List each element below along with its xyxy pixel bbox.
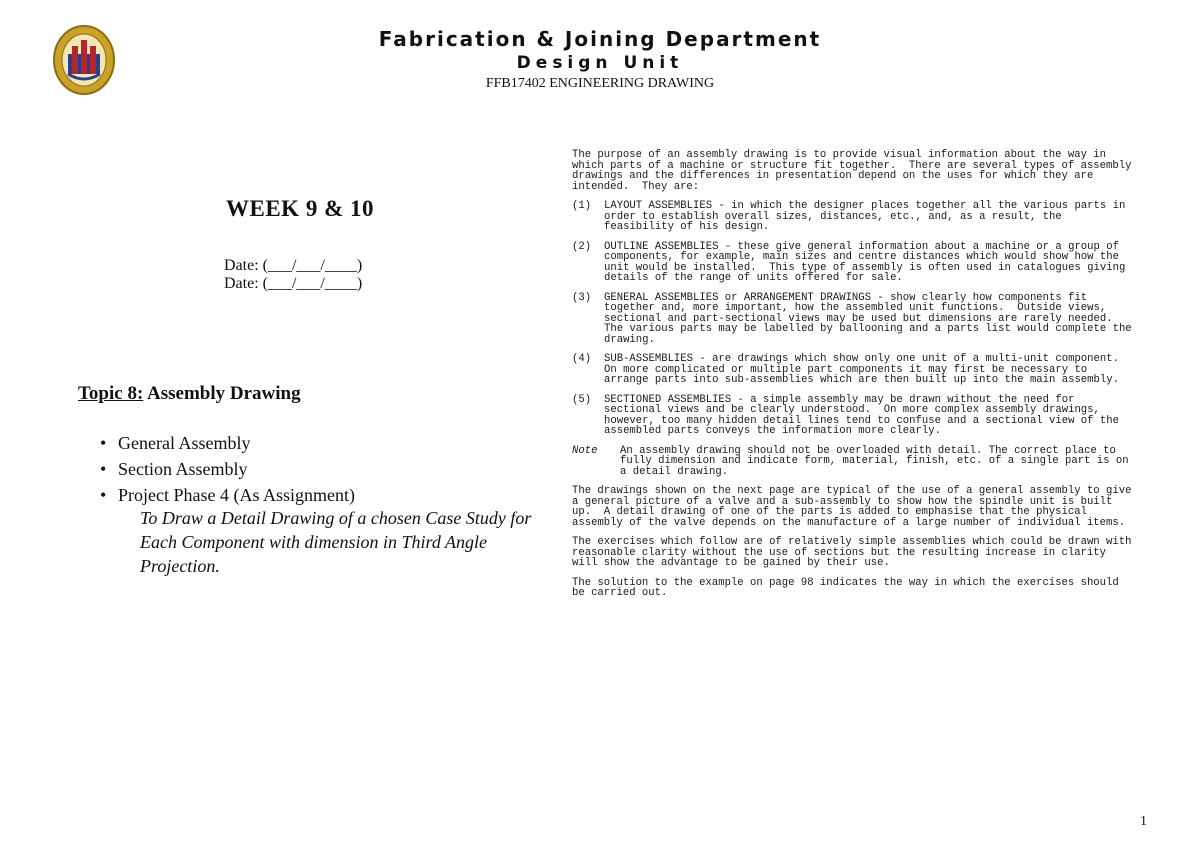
body-paragraph: The solution to the example on page 98 indicates the way in which the exercises should be carried out. <box>572 576 1126 599</box>
list-item <box>572 395 1132 437</box>
list-item <box>572 201 1132 233</box>
note-block <box>572 444 1135 478</box>
unit-title: Design Unit <box>516 53 684 73</box>
topic-bullet-list <box>100 430 355 508</box>
note-text: An assembly drawing should not be overloaded with detail. The correct place to fully dimension and indicate form, material, finish, etc. of a single part is on a detail drawing. <box>620 444 1135 478</box>
date-field-2[interactable]: Date: (___/___/____) <box>224 275 363 292</box>
topic-title: Assembly Drawing <box>143 383 301 404</box>
university-seal-logo <box>52 24 116 96</box>
list-item <box>572 291 1139 346</box>
list-item <box>572 354 1132 386</box>
item-text: SECTIONED ASSEMBLIES - a simple assembly may be drawn without the need for sectional views and be clearly understood. On more complex assembly drawings, however, too many hidden detail lines tend to confuse and a sectional view of the assembled parts conveys the information more clearly. <box>604 393 1126 437</box>
department-title: Fabrication & Joining Department <box>378 27 822 51</box>
assignment-task-text: To Draw a Detail Drawing of a chosen Case Study for Each Component with dimension in Third Angle Projection. <box>140 508 532 576</box>
topic-label: Topic 8: <box>78 383 144 404</box>
body-paragraph: The drawings shown on the next page are typical of the use of a general assembly to give a general picture of a valve and a sub-assembly to show how the spindle unit is built up. A detail drawing of one of the parts is added to emphasise that the physical assembly of the valve depends on the manufacture of a large number of individual items. <box>572 485 1138 529</box>
list-item: • General Assembly <box>100 430 355 456</box>
item-text: GENERAL ASSEMBLIES or ARRANGEMENT DRAWINGS - show clearly how components fit together and, more important, how the assembled unit functions. Outside views, sectional and part-sectional views may be used but dimensions are rarely needed. The various parts may be labelled by ballooning and a parts list would complete the drawing. <box>604 291 1139 346</box>
course-title: FFB17402 ENGINEERING DRAWING <box>485 76 715 91</box>
item-text: SUB-ASSEMBLIES - are drawings which show only one unit of a multi-unit component. On more complicated or multiple part components it may first be necessary to arrange parts into sub-assemblies which are then built up into the main assembly. <box>604 353 1132 386</box>
body-paragraph: The exercises which follow are of relatively simple assemblies which could be drawn with reasonable clarity without the use of sections but the resulting increase in clarity will show the advantage to be gained by their use. <box>572 536 1138 569</box>
item-number: (4) <box>572 353 592 365</box>
intro-paragraph: The purpose of an assembly drawing is to provide visual information about the way in which parts of a machine or structure fit together. There are several types of assembly drawings and the differences in presentation depend on the uses for which they are intended. They are: <box>572 149 1138 193</box>
assembly-drawing-text <box>572 149 1139 608</box>
item-number: (3) <box>572 291 592 304</box>
date-field-1[interactable]: Date: (___/___/____) <box>224 257 363 274</box>
list-item: • Section Assembly <box>100 456 355 482</box>
topic-heading <box>78 383 301 405</box>
item-number: (1) <box>572 200 592 212</box>
list-item: • Project Phase 4 (As Assignment) <box>100 482 355 508</box>
item-number: (2) <box>572 240 592 253</box>
item-text: LAYOUT ASSEMBLIES - in which the designer places together all the various parts in order to establish overall sizes, distances, etc., and, as a result, the feasibility of his design. <box>604 200 1132 233</box>
item-text: OUTLINE ASSEMBLIES - these give general information about a machine or a group of components, for example, main sizes and centre distances which would show how the unit would be installed. This type of assembly is often used in catalogues giving details of the range of units offered for sale. <box>604 240 1132 284</box>
page-number: 1 <box>1140 814 1147 829</box>
note-label: Note <box>572 444 598 457</box>
item-number: (5) <box>572 393 592 406</box>
document-header <box>300 26 900 94</box>
list-item <box>572 242 1132 284</box>
week-heading: WEEK 9 & 10 <box>226 196 374 221</box>
